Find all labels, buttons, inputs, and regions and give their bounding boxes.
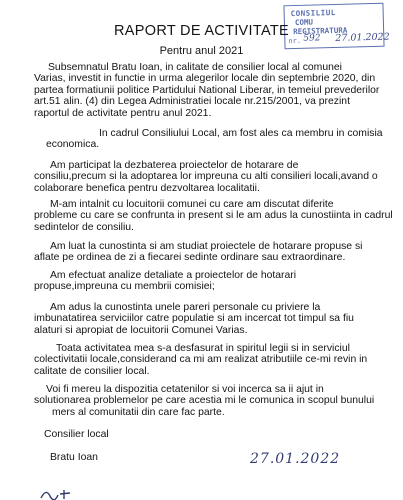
- handwritten-signature: [38, 486, 88, 500]
- text-line: Am adus la cunostinta unele pareri personale cu priviere la: [50, 302, 321, 313]
- text-line: propuse,impreuna cu membrii comisiei;: [34, 281, 215, 293]
- text-line: Varias, investit in functie in urma alegerilor locale din septembrie 2020, din: [34, 73, 376, 85]
- text-line: calitate de consilier local.: [34, 365, 150, 377]
- text-line: Am participat la dezbaterea proiectelor de hotarare de: [50, 160, 299, 171]
- text-line: aflate pe ordinea de zi a fiecarei sedinte ordinare sau extraordinare.: [34, 252, 346, 264]
- stamp-line-1: CONSILIUL: [290, 7, 336, 19]
- stamp-number: 592: [303, 33, 321, 44]
- text-line: imbunatatirea serviciilor catre populatie si am incercat tot timpul sa fiu: [34, 313, 354, 325]
- paragraph-3: [34, 160, 378, 194]
- text-line: Am luat la cunostinta si am studiat proiectele de hotarare propuse si: [50, 241, 363, 252]
- handwritten-date: 27.01.2022: [250, 451, 341, 467]
- text-line: economica.: [46, 139, 100, 151]
- signature-role: Consilier local: [44, 429, 109, 440]
- document-title: RAPORT DE ACTIVITATE: [114, 23, 289, 39]
- stamp-line-2: COMU: [294, 17, 314, 28]
- text-line: Subsemnatul Bratu Ioan, in calitate de consilier local al comunei: [48, 62, 342, 73]
- paragraph-2: [34, 128, 383, 151]
- stamp-date: 27.01.2022: [335, 31, 390, 44]
- paragraph-7: [34, 302, 354, 336]
- paragraph-4: [34, 199, 393, 233]
- paragraph-8: [34, 343, 367, 377]
- text-line: alaturi si apropiat de locuitorii Comunei Varias.: [34, 324, 248, 336]
- text-line: mers al comunitatii din care fac parte.: [52, 406, 225, 418]
- text-line: art.51 alin. (4) din Legea Administratiei locale nr.215/2001, va prezint: [34, 96, 350, 108]
- paragraph-5: [34, 241, 362, 264]
- text-line: In cadrul Consiliului Local, am fost ales ca membru in comisia: [99, 128, 383, 139]
- paragraph-1: [34, 62, 379, 119]
- text-line: probleme cu care se confrunta in present si le am adus la cunostiinta in cadrul: [34, 210, 393, 222]
- text-line: Voi fi mereu la dispozitia cetatenilor si voi incerca sa ii ajut in: [46, 384, 324, 395]
- text-line: colectivitatii locale,considerand ca mi am realizat atributiile ce-mi revin in: [34, 354, 368, 366]
- text-line: colaborare benefica pentru dezvoltarea localitatii.: [34, 182, 260, 194]
- text-line: sedintelor de consiliu.: [34, 221, 134, 233]
- text-line: partea formatiunii politice Partidului National Liberar, in temeiul prevederilor: [34, 84, 380, 96]
- stamp-nr-label: nr.: [288, 36, 302, 46]
- text-line: M-am intalnit cu locuitorii comunei cu care am discutat diferite: [50, 199, 334, 210]
- paragraph-6: [34, 270, 296, 293]
- document-subtitle: Pentru anul 2021: [159, 45, 244, 57]
- text-line: consiliu,precum si la adoptarea lor impreuna cu alti consilieri locali,avand o: [34, 171, 378, 183]
- text-line: raportul de activitate pentru anul 2021.: [34, 107, 212, 119]
- text-line: Am efectuat analize detaliate a proiectelor de hotarari: [50, 270, 297, 281]
- text-line: Toata activitatea mea s-a desfasurat in spiritul legii si in serviciul: [56, 343, 350, 354]
- paragraph-9: [34, 384, 374, 418]
- signature-name: Bratu Ioan: [50, 452, 98, 463]
- stamp-line-3: REGISTRATURA: [293, 25, 348, 37]
- text-line: solutionarea problemelor pe care acestia mi le comunica in scopul bunului: [34, 395, 375, 407]
